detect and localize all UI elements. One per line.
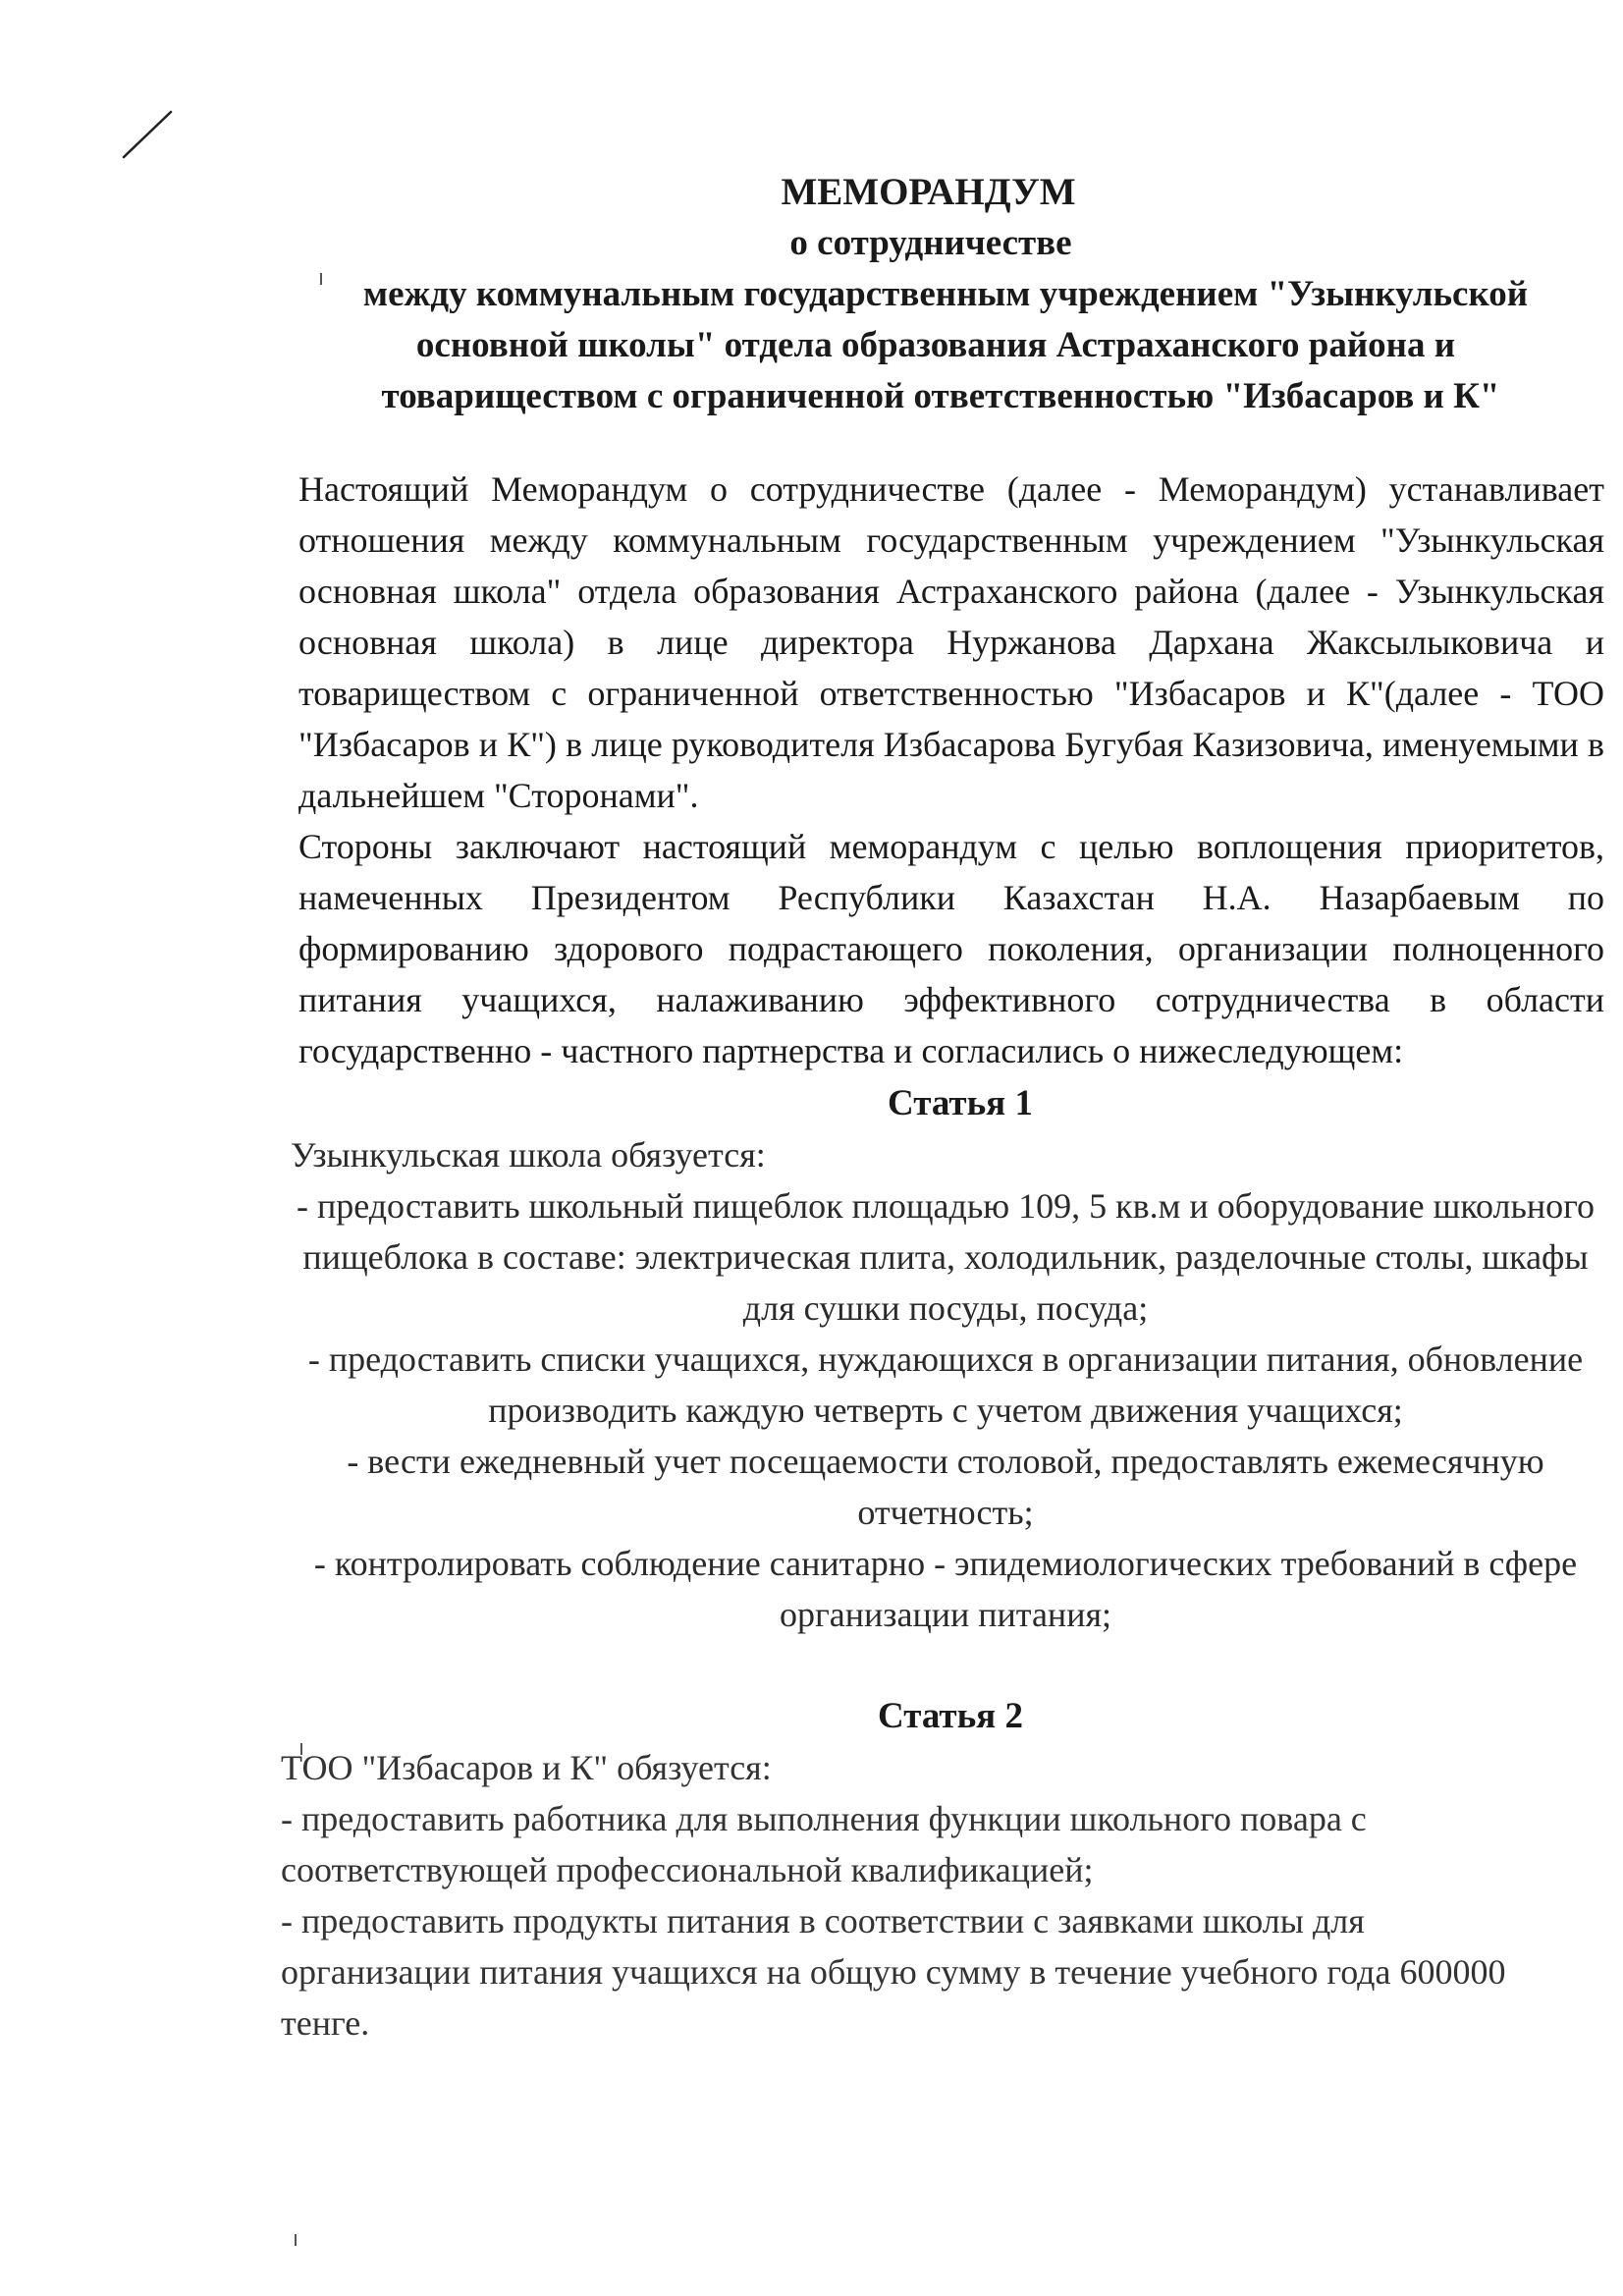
document-title: МЕМОРАНДУМ xyxy=(781,171,1076,213)
parties-line-2: основной школы" отдела образования Астраханского района и xyxy=(415,325,1456,365)
article-1-item: - вести ежедневный учет посещаемости столовой, предоставлять ежемесячную отчетность; xyxy=(347,1442,1544,1532)
intro-section xyxy=(298,464,1604,1076)
article-2-title: Статья 2 xyxy=(878,1696,1023,1736)
article-2-lead: ТОО "Избасаров и К" обязуется: xyxy=(281,1748,772,1787)
article-1-title: Статья 1 xyxy=(888,1083,1033,1123)
article-1-items xyxy=(283,1180,1608,1640)
document-subtitle: о сотрудничестве xyxy=(789,223,1072,263)
pen-stroke-mark xyxy=(116,106,204,194)
article-1-item: - предоставить школьный пищеблок площадью 109, 5 кв.м и оборудование школьного пищеблока в составе: электрическая плита, холодильник, разделочные столы, шкафы для сушки посуды, посуда; xyxy=(296,1186,1596,1328)
article-1-item: - предоставить списки учащихся, нуждающихся в организации питания, обновление производить каждую четверть с учетом движения учащихся; xyxy=(307,1339,1584,1430)
intro-paragraph: Настоящий Меморандум о сотрудничестве (далее - Меморандум) устанавливает отношения между коммунальным государственным учреждением "Узынкульская основная школа" отдела образования Астраханского района (далее - Узынкульская основная школа) в лице директора Нуржанова Дархана Жаксылыковича и товариществом с ограниченной ответственностью "Избасаров и К"(далее - ТОО "Избасаров и К") в лице руководителя Избасарова Бугубая Казизовича, именуемыми в дальнейшем "Сторонами". xyxy=(298,469,1604,815)
parties-line-1: между коммунальным государственным учреждением "Узынкульской xyxy=(362,274,1529,314)
article-2-items xyxy=(281,1742,1557,2049)
article-1-item: - контролировать соблюдение санитарно - эпидемиологических требований в сфере организации питания; xyxy=(313,1544,1578,1634)
article-1-lead: Узынкульская школа обязуется: xyxy=(291,1135,766,1175)
parties-line-3: товариществом с ограниченной ответственностью "Избасаров и К" xyxy=(381,376,1500,416)
scan-artifact-mark xyxy=(295,2234,297,2246)
memorandum-header xyxy=(263,167,1598,422)
memorandum-page xyxy=(281,167,1604,2049)
article-2-item: - предоставить работника для выполнения функции школьного повара с соответствующей профессиональной квалификацией; xyxy=(281,1799,1367,1889)
purpose-paragraph: Стороны заключают настоящий меморандум с целью воплощения приоритетов, намеченных Президентом Республики Казахстан Н.А. Назарбаевым по формированию здорового подрастающего поколения, организации полноценного питания учащихся, налаживанию эффективного сотрудничества в области государственно - частного партнерства и согласились о нижеследующем: xyxy=(298,827,1604,1070)
article-2-item: - предоставить продукты питания в соответствии с заявками школы для организации питания учащихся на общую сумму в течение учебного года 600000 тенге. xyxy=(281,1901,1506,2043)
